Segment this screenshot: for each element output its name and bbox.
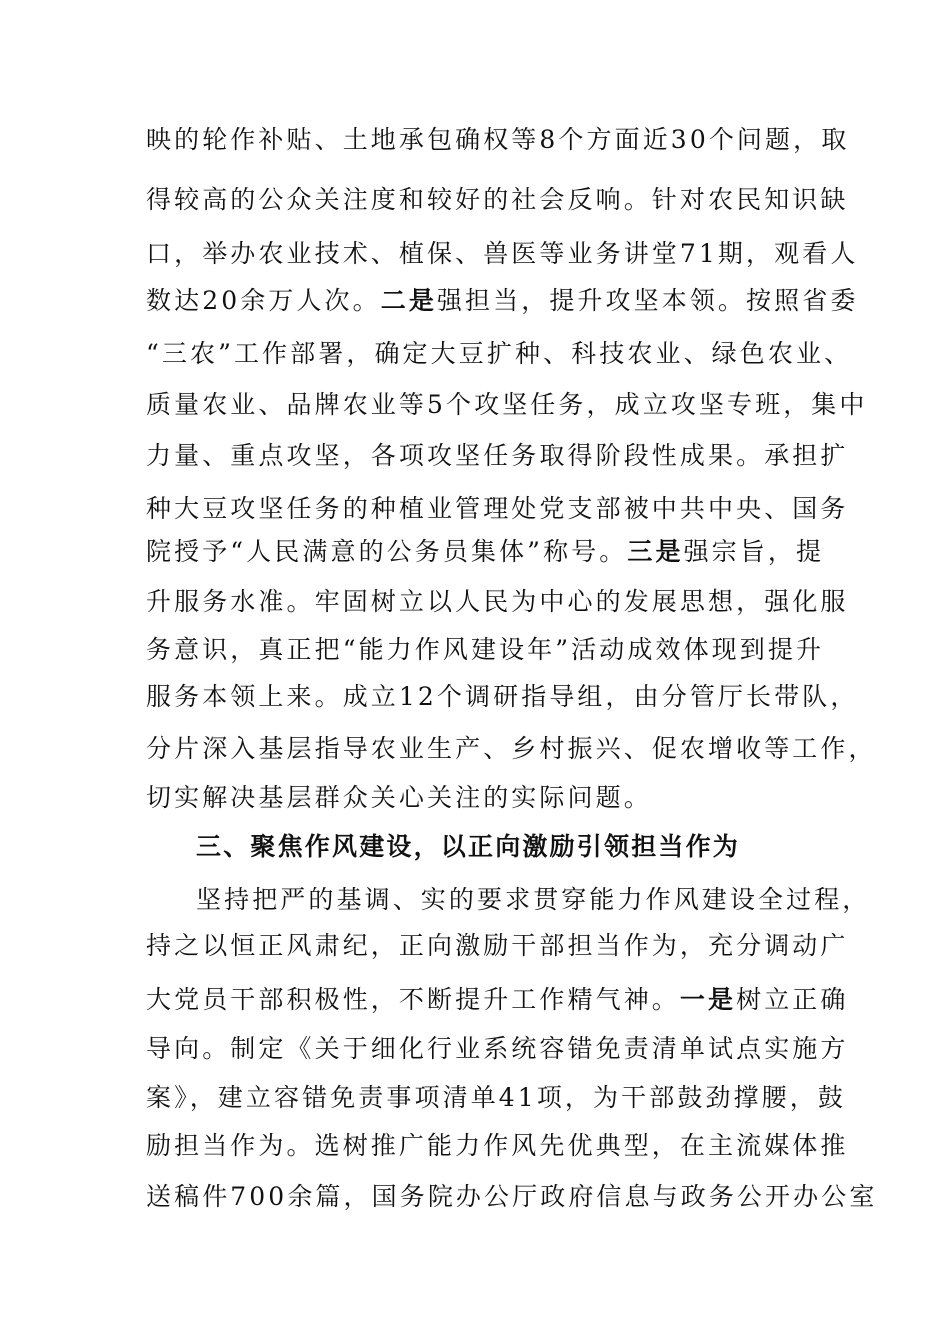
text-span: 服务本领上来。成立12个调研指导组，由分管厅长带队， <box>146 682 859 711</box>
paragraph-line <box>146 334 852 374</box>
text-span: 坚持把严的基调、实的要求贯穿能力作风建设全过程， <box>196 885 871 914</box>
text-span: “三农”工作部署，确定大豆扩种、科技农业、绿色农业、 <box>146 339 853 368</box>
text-span: 院授予“人民满意的公务员集体”称号。 <box>146 537 628 566</box>
paragraph-line <box>146 582 849 622</box>
text-span: 励担当作为。选树推广能力作风先优典型，在主流媒体推 <box>146 1131 849 1160</box>
text-span: 数达20余万人次。 <box>146 286 381 315</box>
paragraph-line <box>146 677 858 717</box>
text-span: 大党员干部积极性，不断提升工作精气神。 <box>146 985 680 1014</box>
text-span: 树立正确 <box>736 985 849 1014</box>
text-span: 得较高的公众关注度和较好的社会反响。针对农民知识缺 <box>146 185 849 214</box>
text-span: 分片深入基层指导农业生产、乡村振兴、促农增收等工作， <box>146 734 877 763</box>
text-span: 种大豆攻坚任务的种植业管理处党支部被中共中央、国务 <box>146 494 849 523</box>
paragraph-line <box>146 234 858 274</box>
paragraph-line <box>146 1126 849 1166</box>
paragraph-line <box>146 385 868 425</box>
bold-lead: 一是 <box>679 985 737 1014</box>
bold-lead: 三是 <box>627 537 684 566</box>
text-span: 强宗旨，提 <box>683 537 825 566</box>
paragraph-line <box>146 532 824 572</box>
paragraph-line <box>146 926 849 966</box>
text-span: 导向。制定《关于细化行业系统容错免责清单试点实施方 <box>146 1034 849 1063</box>
paragraph-line <box>146 980 849 1020</box>
paragraph-line <box>146 120 849 160</box>
text-span: 案》，建立容错免责事项清单41项，为干部鼓劲撑腰，鼓 <box>146 1083 846 1112</box>
text-span: 质量农业、品牌农业等5个攻坚任务，成立攻坚专班，集中 <box>146 390 868 419</box>
paragraph-line <box>146 630 824 670</box>
paragraph-line <box>146 180 849 220</box>
paragraph-line <box>146 1029 849 1069</box>
text-span: 持之以恒正风肃纪，正向激励干部担当作为，充分调动广 <box>146 931 849 960</box>
paragraph-line <box>146 729 877 769</box>
section-heading: 三、聚焦作风建设，以正向激励引领担当作为 <box>196 832 741 861</box>
text-span: 力量、重点攻坚，各项攻坚任务取得阶段性成果。承担扩 <box>146 441 849 470</box>
text-span: 务意识，真正把“能力作风建设年”活动成效体现到提升 <box>146 635 825 664</box>
paragraph-line <box>146 436 849 476</box>
paragraph-line <box>146 1177 877 1217</box>
paragraph-line <box>146 778 652 818</box>
text-span: 升服务水准。牢固树立以人民为中心的发展思想，强化服 <box>146 587 849 616</box>
text-span: 映的轮作补贴、土地承包确权等8个方面近30个问题，取 <box>146 125 850 154</box>
bold-lead: 二是 <box>380 286 437 315</box>
paragraph-line <box>146 281 858 321</box>
paragraph-line <box>146 489 849 529</box>
text-span: 口，举办农业技术、植保、兽医等业务讲堂71期，观看人 <box>146 239 859 268</box>
paragraph-line <box>146 1078 846 1118</box>
text-span: 强担当，提升攻坚本领。按照省委 <box>436 286 859 315</box>
text-span: 送稿件700余篇，国务院办公厅政府信息与政务公开办公室 <box>146 1182 878 1211</box>
text-span: 切实解决基层群众关心关注的实际问题。 <box>146 783 652 812</box>
paragraph-line <box>196 880 870 920</box>
